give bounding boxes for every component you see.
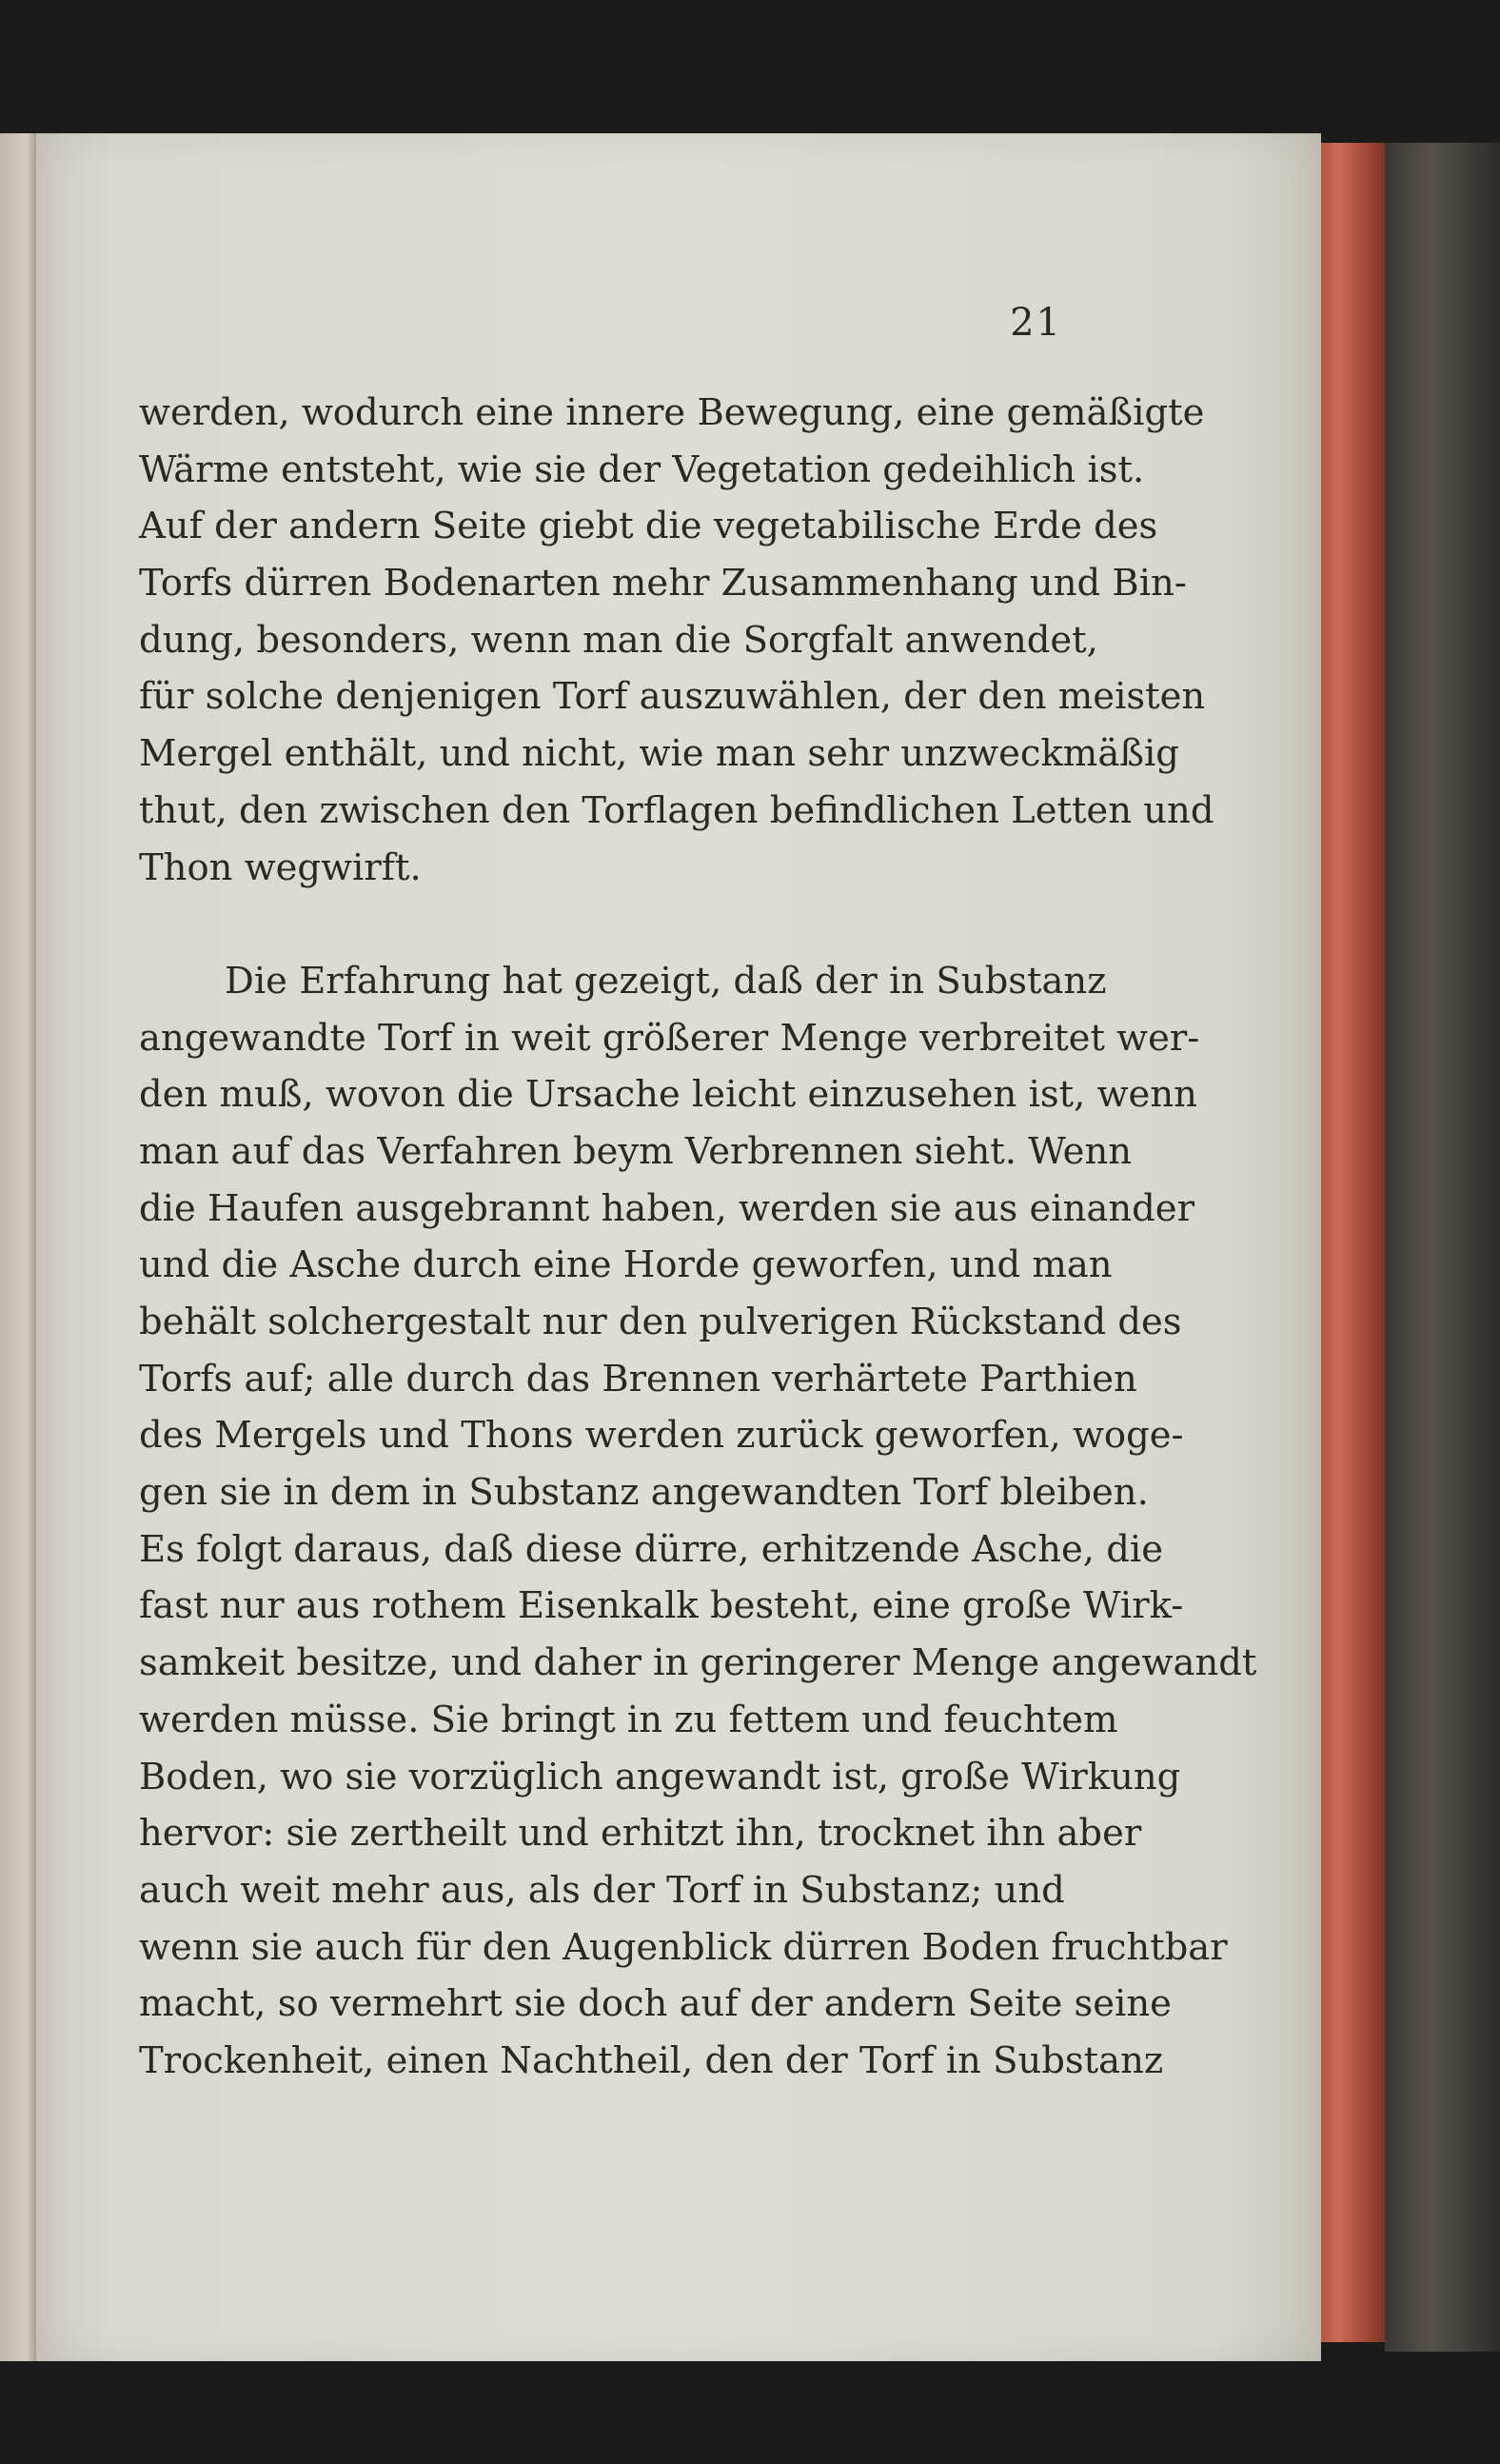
text-line: Thon wegwirft. xyxy=(139,845,422,889)
page-number: 21 xyxy=(1010,301,1062,345)
body-text xyxy=(139,385,1257,2090)
text-line: thut, den zwischen den Torflagen befindlichen Letten und xyxy=(139,788,1214,832)
text-line: dung, besonders, wenn man die Sorgfalt anwendet, xyxy=(139,618,1098,662)
text-line: Torfs dürren Bodenarten mehr Zusammenhang und Bin- xyxy=(139,562,1187,606)
text-line: behält solchergestalt nur den pulverigen Rückstand des xyxy=(139,1301,1182,1343)
text-line: und die Asche durch eine Horde geworfen, und man xyxy=(139,1243,1113,1287)
facing-page-edge xyxy=(0,133,38,2361)
paragraph xyxy=(139,385,1214,896)
page-block-edge xyxy=(1318,143,1385,2342)
text-line: Trockenheit, einen Nachtheil, den der Torf in Substanz xyxy=(139,2038,1164,2082)
book-cover xyxy=(1385,143,1500,2352)
paragraph xyxy=(139,953,1257,2090)
text-line: angewandte Torf in weit größerer Menge verbreitet wer- xyxy=(139,1016,1200,1060)
text-line: hervor: sie zertheilt und erhitzt ihn, trocknet ihn aber xyxy=(139,1812,1142,1856)
text-line: für solche denjenigen Torf auszuwählen, der den meisten xyxy=(139,675,1206,719)
text-line: macht, so vermehrt sie doch auf der andern Seite seine xyxy=(139,1982,1172,2026)
paragraph-gap xyxy=(139,896,1053,953)
text-line: Es folgt daraus, daß diese dürre, erhitzende Asche, die xyxy=(139,1527,1163,1571)
text-line: werden, wodurch eine innere Bewegung, eine gemäßigte xyxy=(139,391,1205,434)
text-line: samkeit besitze, und daher in geringerer Menge angewandt xyxy=(139,1641,1257,1685)
text-line: Wärme entsteht, wie sie der Vegetation gedeihlich ist. xyxy=(139,447,1145,491)
text-line: gen sie in dem in Substanz angewandten Torf bleiben. xyxy=(139,1471,1149,1515)
text-line: Auf der andern Seite giebt die vegetabilische Erde des xyxy=(139,505,1158,548)
text-line: wenn sie auch für den Augenblick dürren Boden fruchtbar xyxy=(139,1925,1228,1969)
text-line: den muß, wovon die Ursache leicht einzusehen ist, wenn xyxy=(139,1073,1197,1117)
text-line: die Haufen ausgebrannt haben, werden sie aus einander xyxy=(139,1186,1194,1230)
text-line: Die Erfahrung hat gezeigt, daß der in Substanz xyxy=(225,959,1107,1003)
text-line: werden müsse. Sie bringt in zu fettem und feuchtem xyxy=(139,1698,1118,1741)
text-line: Boden, wo sie vorzüglich angewandt ist, große Wirkung xyxy=(139,1755,1181,1798)
text-line: auch weit mehr aus, als der Torf in Substanz; und xyxy=(139,1868,1065,1912)
text-line: des Mergels und Thons werden zurück geworfen, woge- xyxy=(139,1414,1184,1458)
text-line: man auf das Verfahren beym Verbrennen sieht. Wenn xyxy=(139,1129,1133,1173)
text-line: Mergel enthält, und nicht, wie man sehr unzweckmäßig xyxy=(139,732,1179,776)
text-line: fast nur aus rothem Eisenkalk besteht, eine große Wirk- xyxy=(139,1584,1184,1628)
text-line: Torfs auf; alle durch das Brennen verhärtete Parthien xyxy=(139,1357,1137,1401)
